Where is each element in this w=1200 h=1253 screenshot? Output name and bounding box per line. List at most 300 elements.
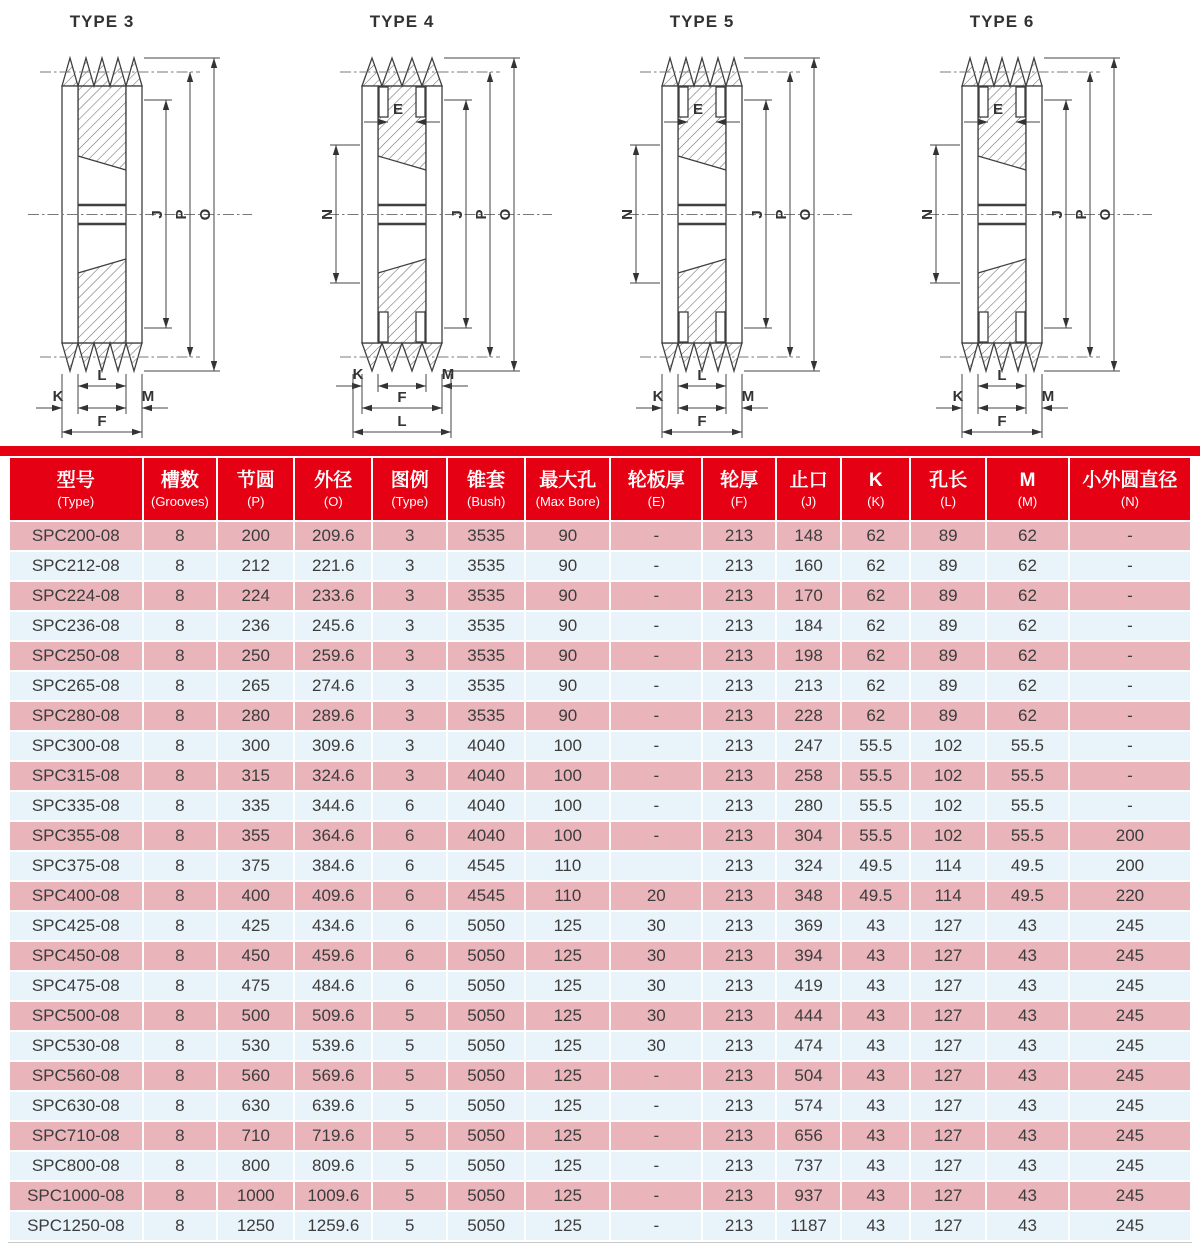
cell-j: 419 <box>777 972 840 1000</box>
cell-grooves: 8 <box>144 1152 217 1180</box>
cell-f: 213 <box>703 822 775 850</box>
cell-n: 245 <box>1070 972 1190 1000</box>
cell-p: 335 <box>218 792 293 820</box>
cell-k: 62 <box>842 612 909 640</box>
cell-k: 55.5 <box>842 732 909 760</box>
cell-maxbore: 90 <box>526 522 609 550</box>
svg-text:F: F <box>97 413 107 430</box>
cell-p: 1000 <box>218 1182 293 1210</box>
svg-text:K: K <box>352 366 364 383</box>
table-row <box>10 852 1190 880</box>
cell-j: 304 <box>777 822 840 850</box>
cell-bush: 5050 <box>448 972 524 1000</box>
cell-n: 245 <box>1070 1002 1190 1030</box>
cell-grooves: 8 <box>144 1002 217 1030</box>
svg-text:F: F <box>397 389 407 406</box>
cell-p: 450 <box>218 942 293 970</box>
cell-bush: 3535 <box>448 672 524 700</box>
cell-k: 43 <box>842 942 909 970</box>
cell-bush: 5050 <box>448 1212 524 1240</box>
cell-fig: 6 <box>373 912 446 940</box>
cell-type: SPC710-08 <box>10 1122 142 1150</box>
cell-j: 148 <box>777 522 840 550</box>
cell-p: 500 <box>218 1002 293 1030</box>
cell-k: 62 <box>842 552 909 580</box>
cell-maxbore: 125 <box>526 1152 609 1180</box>
cell-l: 127 <box>911 1062 985 1090</box>
cell-type: SPC236-08 <box>10 612 142 640</box>
cell-e <box>611 852 701 880</box>
col-header-cn: M <box>1019 469 1036 491</box>
cell-j: 228 <box>777 702 840 730</box>
cell-f: 213 <box>703 642 775 670</box>
svg-text:N: N <box>319 209 336 220</box>
cell-maxbore: 125 <box>526 972 609 1000</box>
cell-o: 233.6 <box>295 582 371 610</box>
diagram-type3 <box>0 0 300 446</box>
cell-fig: 6 <box>373 822 446 850</box>
cell-p: 800 <box>218 1152 293 1180</box>
cell-e: - <box>611 612 701 640</box>
cell-bush: 5050 <box>448 942 524 970</box>
cell-maxbore: 125 <box>526 1062 609 1090</box>
pulley-drawing-type4-icon <box>300 0 600 446</box>
cell-n: 220 <box>1070 882 1190 910</box>
diagram-type4 <box>300 0 600 446</box>
spec-table <box>8 456 1192 1242</box>
col-header-cn: 节圆 <box>236 469 275 491</box>
table-row <box>10 672 1190 700</box>
col-header-en: (F) <box>730 493 748 509</box>
svg-text:M: M <box>441 366 455 383</box>
cell-n: 200 <box>1070 822 1190 850</box>
table-row <box>10 642 1190 670</box>
cell-grooves: 8 <box>144 1212 217 1240</box>
red-top-bar <box>0 446 1200 456</box>
svg-text:E: E <box>992 101 1004 118</box>
cell-type: SPC375-08 <box>10 852 142 880</box>
cell-j: 1187 <box>777 1212 840 1240</box>
cell-type: SPC315-08 <box>10 762 142 790</box>
cell-grooves: 8 <box>144 792 217 820</box>
cell-type: SPC280-08 <box>10 702 142 730</box>
cell-l: 89 <box>911 552 985 580</box>
cell-fig: 5 <box>373 1062 446 1090</box>
col-header-en: (L) <box>940 493 957 509</box>
cell-j: 444 <box>777 1002 840 1030</box>
col-header-cn: 小外圆直径 <box>1082 469 1178 491</box>
cell-fig: 5 <box>373 1182 446 1210</box>
cell-k: 55.5 <box>842 762 909 790</box>
cell-bush: 4545 <box>448 882 524 910</box>
col-header-j <box>777 458 840 520</box>
svg-text:L: L <box>397 413 407 430</box>
cell-bush: 4040 <box>448 822 524 850</box>
table-row <box>10 1182 1190 1210</box>
cell-k: 62 <box>842 582 909 610</box>
cell-j: 198 <box>777 642 840 670</box>
cell-l: 127 <box>911 942 985 970</box>
cell-m: 43 <box>987 1122 1068 1150</box>
cell-maxbore: 125 <box>526 1002 609 1030</box>
cell-bush: 3535 <box>448 552 524 580</box>
cell-grooves: 8 <box>144 1032 217 1060</box>
svg-text:J: J <box>149 210 166 219</box>
cell-m: 49.5 <box>987 852 1068 880</box>
cell-l: 102 <box>911 822 985 850</box>
cell-m: 49.5 <box>987 882 1068 910</box>
cell-e: - <box>611 1122 701 1150</box>
cell-j: 280 <box>777 792 840 820</box>
cell-k: 43 <box>842 912 909 940</box>
cell-p: 710 <box>218 1122 293 1150</box>
cell-fig: 5 <box>373 1002 446 1030</box>
cell-f: 213 <box>703 582 775 610</box>
cell-grooves: 8 <box>144 732 217 760</box>
cell-e: - <box>611 672 701 700</box>
cell-o: 209.6 <box>295 522 371 550</box>
cell-l: 127 <box>911 1032 985 1060</box>
cell-bush: 3535 <box>448 702 524 730</box>
cell-f: 213 <box>703 1182 775 1210</box>
cell-f: 213 <box>703 672 775 700</box>
cell-j: 656 <box>777 1122 840 1150</box>
cell-f: 213 <box>703 1152 775 1180</box>
svg-text:K: K <box>952 388 964 405</box>
col-header-en: (Max Bore) <box>535 493 600 509</box>
cell-e: - <box>611 582 701 610</box>
cell-l: 89 <box>911 702 985 730</box>
cell-type: SPC425-08 <box>10 912 142 940</box>
cell-p: 530 <box>218 1032 293 1060</box>
cell-fig: 3 <box>373 762 446 790</box>
cell-grooves: 8 <box>144 822 217 850</box>
col-header-cn: 图例 <box>390 469 429 491</box>
cell-bush: 3535 <box>448 522 524 550</box>
svg-text:O: O <box>797 208 814 221</box>
cell-m: 62 <box>987 522 1068 550</box>
cell-n: 245 <box>1070 942 1190 970</box>
cell-type: SPC530-08 <box>10 1032 142 1060</box>
cell-p: 265 <box>218 672 293 700</box>
cell-j: 160 <box>777 552 840 580</box>
col-header-en: (Type) <box>57 493 95 509</box>
cell-m: 62 <box>987 582 1068 610</box>
cell-l: 127 <box>911 1182 985 1210</box>
cell-k: 62 <box>842 672 909 700</box>
cell-o: 569.6 <box>295 1062 371 1090</box>
col-header-en: (N) <box>1120 493 1139 509</box>
cell-fig: 3 <box>373 552 446 580</box>
table-row <box>10 762 1190 790</box>
cell-l: 89 <box>911 522 985 550</box>
cell-maxbore: 90 <box>526 552 609 580</box>
cell-grooves: 8 <box>144 582 217 610</box>
svg-text:L: L <box>97 367 107 384</box>
cell-f: 213 <box>703 1062 775 1090</box>
cell-f: 213 <box>703 972 775 1000</box>
cell-maxbore: 125 <box>526 1182 609 1210</box>
cell-fig: 6 <box>373 942 446 970</box>
svg-text:K: K <box>52 388 64 405</box>
cell-j: 348 <box>777 882 840 910</box>
cell-o: 809.6 <box>295 1152 371 1180</box>
cell-bush: 3535 <box>448 642 524 670</box>
cell-j: 184 <box>777 612 840 640</box>
cell-bush: 5050 <box>448 912 524 940</box>
cell-m: 62 <box>987 702 1068 730</box>
cell-o: 639.6 <box>295 1092 371 1120</box>
col-header-en: (M) <box>1017 493 1038 509</box>
cell-type: SPC1000-08 <box>10 1182 142 1210</box>
table-row <box>10 702 1190 730</box>
cell-o: 384.6 <box>295 852 371 880</box>
cell-o: 259.6 <box>295 642 371 670</box>
cell-k: 43 <box>842 1092 909 1120</box>
cell-fig: 3 <box>373 612 446 640</box>
table-row <box>10 942 1190 970</box>
cell-k: 62 <box>842 702 909 730</box>
col-header-type <box>10 458 142 520</box>
cell-grooves: 8 <box>144 672 217 700</box>
cell-maxbore: 110 <box>526 882 609 910</box>
cell-n: - <box>1070 702 1190 730</box>
cell-bush: 5050 <box>448 1002 524 1030</box>
col-header-cn: 轮板厚 <box>627 469 685 491</box>
cell-type: SPC250-08 <box>10 642 142 670</box>
diagram-title: TYPE 6 <box>969 12 1035 31</box>
col-header-en: (K) <box>867 493 885 509</box>
cell-n: - <box>1070 642 1190 670</box>
cell-grooves: 8 <box>144 972 217 1000</box>
svg-text:N: N <box>619 209 636 220</box>
cell-n: - <box>1070 522 1190 550</box>
table-row <box>10 972 1190 1000</box>
svg-text:L: L <box>697 367 707 384</box>
table-row <box>10 552 1190 580</box>
cell-f: 213 <box>703 612 775 640</box>
cell-k: 43 <box>842 1032 909 1060</box>
svg-text:E: E <box>692 101 704 118</box>
cell-type: SPC560-08 <box>10 1062 142 1090</box>
cell-fig: 3 <box>373 702 446 730</box>
col-header-maxbore <box>526 458 609 520</box>
cell-type: SPC800-08 <box>10 1152 142 1180</box>
diagram-title: TYPE 3 <box>69 12 135 31</box>
cell-m: 62 <box>987 612 1068 640</box>
cell-e: - <box>611 792 701 820</box>
cell-p: 355 <box>218 822 293 850</box>
svg-text:N: N <box>919 209 936 220</box>
cell-p: 1250 <box>218 1212 293 1240</box>
svg-text:P: P <box>473 209 490 220</box>
table-row <box>10 1122 1190 1150</box>
cell-p: 212 <box>218 552 293 580</box>
cell-fig: 3 <box>373 672 446 700</box>
cell-maxbore: 125 <box>526 1032 609 1060</box>
cell-f: 213 <box>703 762 775 790</box>
svg-text:O: O <box>1097 208 1114 221</box>
cell-k: 62 <box>842 522 909 550</box>
col-header-cn: 型号 <box>56 469 95 491</box>
cell-l: 89 <box>911 672 985 700</box>
cell-n: 245 <box>1070 912 1190 940</box>
cell-fig: 6 <box>373 882 446 910</box>
cell-j: 737 <box>777 1152 840 1180</box>
cell-f: 213 <box>703 702 775 730</box>
cell-o: 459.6 <box>295 942 371 970</box>
cell-p: 236 <box>218 612 293 640</box>
cell-maxbore: 90 <box>526 642 609 670</box>
cell-p: 475 <box>218 972 293 1000</box>
cell-l: 114 <box>911 882 985 910</box>
cell-n: 245 <box>1070 1122 1190 1150</box>
cell-type: SPC355-08 <box>10 822 142 850</box>
cell-maxbore: 100 <box>526 792 609 820</box>
svg-text:O: O <box>197 208 214 221</box>
col-header-k <box>842 458 909 520</box>
cell-bush: 5050 <box>448 1062 524 1090</box>
cell-m: 43 <box>987 1152 1068 1180</box>
cell-grooves: 8 <box>144 522 217 550</box>
cell-e: - <box>611 642 701 670</box>
cell-bush: 4545 <box>448 852 524 880</box>
cell-bush: 5050 <box>448 1182 524 1210</box>
cell-m: 55.5 <box>987 792 1068 820</box>
spec-table-wrap <box>0 456 1200 1242</box>
cell-type: SPC224-08 <box>10 582 142 610</box>
cell-l: 127 <box>911 972 985 1000</box>
svg-text:M: M <box>141 388 155 405</box>
cell-l: 89 <box>911 582 985 610</box>
cell-fig: 5 <box>373 1212 446 1240</box>
cell-maxbore: 90 <box>526 672 609 700</box>
cell-fig: 6 <box>373 972 446 1000</box>
svg-text:M: M <box>741 388 755 405</box>
cell-f: 213 <box>703 1212 775 1240</box>
cell-type: SPC300-08 <box>10 732 142 760</box>
cell-fig: 3 <box>373 642 446 670</box>
cell-m: 62 <box>987 552 1068 580</box>
pulley-drawing-type5-icon <box>600 0 900 446</box>
cell-o: 245.6 <box>295 612 371 640</box>
cell-type: SPC212-08 <box>10 552 142 580</box>
cell-l: 127 <box>911 1212 985 1240</box>
cell-f: 213 <box>703 1002 775 1030</box>
cell-l: 127 <box>911 1122 985 1150</box>
table-row <box>10 1152 1190 1180</box>
cell-f: 213 <box>703 1122 775 1150</box>
col-header-m <box>987 458 1068 520</box>
cell-m: 43 <box>987 1002 1068 1030</box>
table-row <box>10 792 1190 820</box>
col-header-o <box>295 458 371 520</box>
cell-n: 245 <box>1070 1152 1190 1180</box>
col-header-cn: 轮厚 <box>720 469 759 491</box>
cell-maxbore: 125 <box>526 912 609 940</box>
cell-l: 89 <box>911 642 985 670</box>
cell-e: 30 <box>611 972 701 1000</box>
svg-text:M: M <box>1041 388 1055 405</box>
cell-e: - <box>611 762 701 790</box>
cell-bush: 3535 <box>448 582 524 610</box>
cell-f: 213 <box>703 1092 775 1120</box>
cell-m: 55.5 <box>987 762 1068 790</box>
table-row <box>10 822 1190 850</box>
cell-m: 43 <box>987 1032 1068 1060</box>
col-header-en: (Grooves) <box>150 493 209 509</box>
cell-bush: 4040 <box>448 792 524 820</box>
cell-n: 245 <box>1070 1182 1190 1210</box>
cell-l: 102 <box>911 762 985 790</box>
cell-maxbore: 90 <box>526 702 609 730</box>
cell-m: 55.5 <box>987 822 1068 850</box>
cell-p: 315 <box>218 762 293 790</box>
col-header-en: (E) <box>647 493 665 509</box>
cell-m: 62 <box>987 642 1068 670</box>
cell-m: 43 <box>987 912 1068 940</box>
cell-n: - <box>1070 612 1190 640</box>
cell-j: 369 <box>777 912 840 940</box>
cell-m: 62 <box>987 672 1068 700</box>
table-row <box>10 522 1190 550</box>
cell-j: 324 <box>777 852 840 880</box>
svg-text:K: K <box>652 388 664 405</box>
diagram-type6 <box>900 0 1200 446</box>
header-row <box>10 458 1190 520</box>
cell-j: 170 <box>777 582 840 610</box>
cell-grooves: 8 <box>144 912 217 940</box>
cell-maxbore: 125 <box>526 1092 609 1120</box>
cell-l: 89 <box>911 612 985 640</box>
cell-o: 1259.6 <box>295 1212 371 1240</box>
cell-k: 49.5 <box>842 882 909 910</box>
cell-e: - <box>611 1092 701 1120</box>
cell-type: SPC1250-08 <box>10 1212 142 1240</box>
cell-type: SPC400-08 <box>10 882 142 910</box>
cell-f: 213 <box>703 942 775 970</box>
svg-text:J: J <box>749 210 766 219</box>
col-header-en: (P) <box>247 493 265 509</box>
svg-text:P: P <box>1073 209 1090 220</box>
cell-n: - <box>1070 552 1190 580</box>
cell-j: 247 <box>777 732 840 760</box>
table-row <box>10 1212 1190 1240</box>
cell-bush: 5050 <box>448 1122 524 1150</box>
table-row <box>10 1062 1190 1090</box>
cell-n: 200 <box>1070 852 1190 880</box>
cell-k: 55.5 <box>842 792 909 820</box>
cell-maxbore: 110 <box>526 852 609 880</box>
cell-k: 43 <box>842 1002 909 1030</box>
cell-k: 49.5 <box>842 852 909 880</box>
svg-text:F: F <box>697 413 707 430</box>
svg-text:P: P <box>173 209 190 220</box>
cell-grooves: 8 <box>144 552 217 580</box>
cell-o: 1009.6 <box>295 1182 371 1210</box>
cell-type: SPC265-08 <box>10 672 142 700</box>
cell-e: - <box>611 1062 701 1090</box>
cell-p: 560 <box>218 1062 293 1090</box>
cell-fig: 3 <box>373 582 446 610</box>
cell-p: 425 <box>218 912 293 940</box>
cell-fig: 5 <box>373 1122 446 1150</box>
cell-j: 394 <box>777 942 840 970</box>
cell-j: 937 <box>777 1182 840 1210</box>
svg-text:L: L <box>997 367 1007 384</box>
cell-n: - <box>1070 762 1190 790</box>
cell-k: 62 <box>842 642 909 670</box>
